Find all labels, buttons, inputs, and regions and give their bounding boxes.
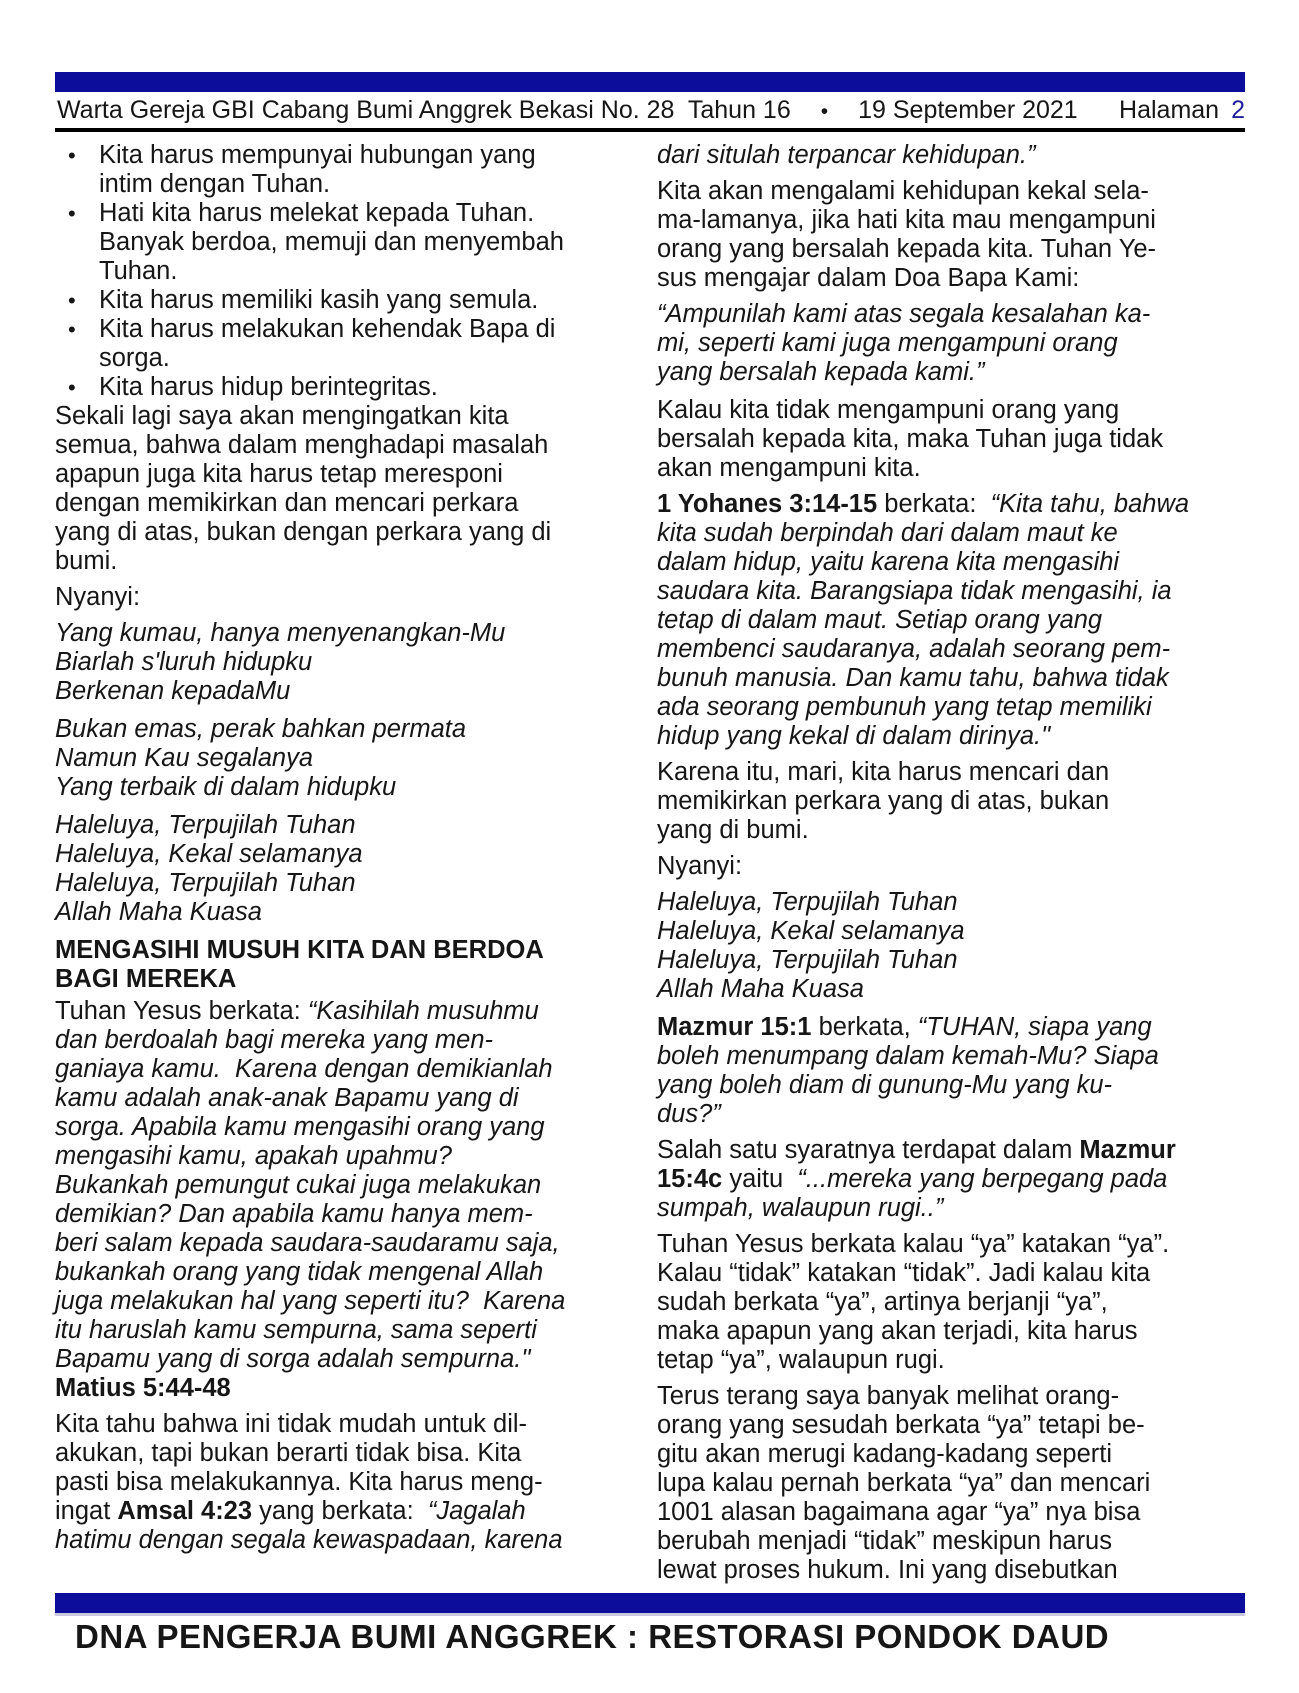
text-run: ma-lamanya, jika hati kita mau mengampuni xyxy=(657,206,1156,234)
left-column xyxy=(55,141,643,1592)
bullet-item xyxy=(55,199,643,286)
text-run: Banyak berdoa, memuji dan menyembah xyxy=(99,228,564,256)
text-line xyxy=(657,1165,1245,1194)
text-run: Mazmur 15:1 xyxy=(657,1013,812,1041)
text-run: Allah Maha Kuasa xyxy=(55,898,262,926)
text-line xyxy=(55,1410,643,1439)
footer-banner: DNA PENGERJA BUMI ANGGREK : RESTORASI PONDOK DAUD xyxy=(75,1618,1110,1655)
bullet-text xyxy=(99,286,643,315)
text-line xyxy=(657,852,1245,881)
text-run: Bukan emas, perak bahkan permata xyxy=(55,715,467,743)
text-run: Sekali lagi saya akan mengingatkan kita xyxy=(55,402,509,430)
text-line xyxy=(657,1288,1245,1317)
text-run: Kalau “tidak” katakan “tidak”. Jadi kalau kita xyxy=(657,1259,1151,1287)
text-run: beri salam kepada saudara-saudaramu saja, xyxy=(55,1229,560,1257)
text-run: memikirkan perkara yang di atas, bukan xyxy=(657,787,1110,815)
page-header xyxy=(57,96,1245,125)
text-line xyxy=(657,264,1245,293)
text-line xyxy=(657,1100,1245,1129)
bullet-icon: • xyxy=(68,201,76,226)
bullet-icon: • xyxy=(68,143,76,168)
text-run: Namun Kau segalanya xyxy=(55,744,314,772)
text-run: juga melakukan hal yang seperti itu? Karena xyxy=(55,1287,566,1315)
text-line xyxy=(657,519,1245,548)
text-line xyxy=(657,635,1245,664)
text-line xyxy=(55,898,643,927)
bullet-icon: • xyxy=(68,288,76,313)
text-line xyxy=(657,888,1245,917)
text-line xyxy=(55,936,643,965)
text-run: apapun juga kita harus tetap meresponi xyxy=(55,460,503,488)
text-run: sorga. Apabila kamu mengasihi orang yang xyxy=(55,1113,545,1141)
text-line xyxy=(657,1469,1245,1498)
text-line xyxy=(99,344,643,373)
text-run: dan berdoalah bagi mereka yang men- xyxy=(55,1026,494,1054)
right-column xyxy=(657,141,1245,1592)
text-line xyxy=(55,518,643,547)
text-line xyxy=(657,722,1245,751)
text-line xyxy=(55,869,643,898)
text-run: Kalau kita tidak mengampuni orang yang xyxy=(657,396,1120,424)
text-run: bunuh manusia. Dan kamu tahu, bahwa tidak xyxy=(657,664,1169,692)
text-run: hidup yang kekal di dalam dirinya." xyxy=(657,722,1051,750)
text-line xyxy=(657,1230,1245,1259)
text-run: Haleluya, Terpujilah Tuhan xyxy=(55,869,356,897)
text-line xyxy=(657,329,1245,358)
text-line xyxy=(55,1287,643,1316)
text-line xyxy=(55,619,643,648)
text-line xyxy=(99,199,643,228)
text-line xyxy=(55,489,643,518)
text-line xyxy=(55,1084,643,1113)
text-run: Haleluya, Terpujilah Tuhan xyxy=(55,811,356,839)
bullet-icon: • xyxy=(68,317,76,342)
text-run: berkata, xyxy=(811,1013,918,1041)
newsletter-title: Warta Gereja GBI Cabang Bumi Anggrek Bekasi No. 28 Tahun 16 xyxy=(57,96,791,124)
text-run: Mazmur xyxy=(1079,1136,1176,1164)
text-run: ada seorang pembunuh yang tetap memiliki xyxy=(657,693,1152,721)
text-line xyxy=(55,811,643,840)
text-line xyxy=(657,1556,1245,1585)
text-run: ingat xyxy=(55,1497,118,1525)
text-run: kamu adalah anak-anak Bapamu yang di xyxy=(55,1084,519,1112)
text-line xyxy=(657,358,1245,387)
page-number: 2 xyxy=(1231,96,1245,124)
text-line xyxy=(657,758,1245,787)
text-run: gitu akan merugi kadang-kadang seperti xyxy=(657,1440,1113,1468)
text-line xyxy=(657,1013,1245,1042)
text-line xyxy=(55,840,643,869)
text-line xyxy=(657,1071,1245,1100)
text-line xyxy=(657,300,1245,329)
paragraph xyxy=(55,583,643,612)
paragraph xyxy=(657,177,1245,293)
text-line xyxy=(99,315,643,344)
text-run: yang bersalah kepada kami.” xyxy=(657,358,985,386)
song-verse xyxy=(55,715,643,802)
text-line xyxy=(657,1382,1245,1411)
text-run: Karena itu, mari, kita harus mencari dan xyxy=(657,758,1110,786)
text-line xyxy=(99,141,643,170)
text-run: “TUHAN, siapa yang xyxy=(917,1013,1152,1041)
text-run: tetap di dalam maut. Setiap orang yang xyxy=(657,606,1103,634)
text-line xyxy=(657,917,1245,946)
text-line xyxy=(55,1200,643,1229)
text-line xyxy=(55,1374,643,1403)
paragraph xyxy=(657,396,1245,483)
text-run: orang yang bersalah kepada kita. Tuhan Ye- xyxy=(657,235,1157,263)
text-line xyxy=(55,965,643,994)
paragraph xyxy=(657,1230,1245,1375)
text-line xyxy=(657,1527,1245,1556)
text-run: bukankah orang yang tidak mengenal Allah xyxy=(55,1258,544,1286)
text-run: Kita harus hidup berintegritas. xyxy=(99,373,438,401)
text-line xyxy=(657,975,1245,1004)
text-line xyxy=(657,235,1245,264)
bullet-icon: • xyxy=(68,375,76,400)
text-line xyxy=(55,1113,643,1142)
paragraph xyxy=(55,1410,643,1555)
text-run: Kita tahu bahwa ini tidak mudah untuk dil- xyxy=(55,1410,528,1438)
text-line xyxy=(99,286,643,315)
header-rule xyxy=(55,128,1245,132)
text-line xyxy=(55,460,643,489)
text-line xyxy=(657,141,1245,170)
text-run: 1001 alasan bagaimana agar “ya” nya bisa xyxy=(657,1498,1141,1526)
text-run: lupa kalau pernah berkata “ya” dan mencari xyxy=(657,1469,1151,1497)
text-run: kita sudah berpindah dari dalam maut ke xyxy=(657,519,1118,547)
text-line xyxy=(99,373,643,402)
text-run: ganiaya kamu. Karena dengan demikianlah xyxy=(55,1055,553,1083)
text-run: Nyanyi: xyxy=(657,852,743,880)
song-verse xyxy=(55,811,643,927)
text-run: boleh menumpang dalam kemah-Mu? Siapa xyxy=(657,1042,1159,1070)
text-run: “...mereka yang berpegang pada xyxy=(797,1165,1168,1193)
article-body xyxy=(55,141,1245,1592)
text-run: dengan memikirkan dan mencari perkara xyxy=(55,489,519,517)
text-line xyxy=(657,1317,1245,1346)
text-run: hatimu dengan segala kewaspadaan, karena xyxy=(55,1526,563,1554)
text-run: “Kita tahu, bahwa xyxy=(990,490,1190,518)
text-line xyxy=(657,1498,1245,1527)
text-run: saudara kita. Barangsiapa tidak mengasihi, ia xyxy=(657,577,1172,605)
text-run: yang di bumi. xyxy=(657,816,809,844)
text-line xyxy=(55,1142,643,1171)
text-run: Tuhan. xyxy=(99,257,178,285)
text-line xyxy=(55,773,643,802)
text-run: maka apapun yang akan terjadi, kita harus xyxy=(657,1317,1138,1345)
text-run: Tuhan Yesus berkata kalau “ya” katakan “ya”. xyxy=(657,1230,1170,1258)
paragraph xyxy=(55,402,643,576)
text-line xyxy=(657,577,1245,606)
top-blue-bar xyxy=(55,72,1245,92)
text-run: akukan, tapi bukan berarti tidak bisa. Kita xyxy=(55,1439,522,1467)
text-line xyxy=(657,1136,1245,1165)
text-run: membenci saudaranya, adalah seorang pem- xyxy=(657,635,1171,663)
text-run: itu haruslah kamu sempurna, sama seperti xyxy=(55,1316,537,1344)
text-run: Matius 5:44-48 xyxy=(55,1374,231,1402)
text-line xyxy=(657,664,1245,693)
bullet-item xyxy=(55,315,643,373)
text-run: Haleluya, Kekal selamanya xyxy=(657,917,965,945)
text-line xyxy=(657,1440,1245,1469)
song-verse xyxy=(657,300,1245,387)
text-run: Bukankah pemungut cukai juga melakukan xyxy=(55,1171,542,1199)
text-line xyxy=(55,547,643,576)
text-run: Kita harus memiliki kasih yang semula. xyxy=(99,286,539,314)
text-line xyxy=(55,1526,643,1555)
text-line xyxy=(657,816,1245,845)
text-run: Haleluya, Kekal selamanya xyxy=(55,840,363,868)
text-line xyxy=(55,744,643,773)
text-line xyxy=(55,1055,643,1084)
text-run: yaitu xyxy=(722,1165,798,1193)
text-run: sumpah, walaupun rugi..” xyxy=(657,1194,944,1222)
text-run: Kita akan mengalami kehidupan kekal sela- xyxy=(657,177,1149,205)
text-line xyxy=(55,1345,643,1374)
text-run: yang boleh diam di gunung-Mu yang ku- xyxy=(657,1071,1113,1099)
text-line xyxy=(657,490,1245,519)
text-run: Nyanyi: xyxy=(55,583,141,611)
text-run: bersalah kepada kita, maka Tuhan juga tidak xyxy=(657,425,1164,453)
text-run: dus?” xyxy=(657,1100,721,1128)
text-run: dalam hidup, yaitu karena kita mengasihi xyxy=(657,548,1120,576)
text-run: Haleluya, Terpujilah Tuhan xyxy=(657,946,958,974)
text-run: bumi. xyxy=(55,547,118,575)
text-run: 15:4c xyxy=(657,1165,723,1193)
text-run: BAGI MEREKA xyxy=(55,965,237,993)
paragraph xyxy=(55,997,643,1403)
paragraph xyxy=(657,1013,1245,1129)
bullet-item xyxy=(55,286,643,315)
text-line xyxy=(657,177,1245,206)
text-line xyxy=(657,1346,1245,1375)
text-run: sudah berkata “ya”, artinya berjanji “ya”, xyxy=(657,1288,1108,1316)
bullet-text xyxy=(99,141,643,199)
text-line xyxy=(55,677,643,706)
text-run: sus mengajar dalam Doa Bapa Kami: xyxy=(657,264,1080,292)
text-line xyxy=(55,1171,643,1200)
paragraph xyxy=(657,490,1245,751)
text-line xyxy=(55,1468,643,1497)
text-line xyxy=(55,1497,643,1526)
text-run: berubah menjadi “tidak” meskipun harus xyxy=(657,1527,1112,1555)
section-heading xyxy=(55,936,643,994)
bullet-item xyxy=(55,373,643,402)
text-run: Amsal 4:23 xyxy=(117,1497,253,1525)
text-line xyxy=(657,396,1245,425)
text-line xyxy=(99,170,643,199)
text-run: Berkenan kepadaMu xyxy=(55,677,291,705)
text-line xyxy=(55,715,643,744)
text-run: Tuhan Yesus berkata: xyxy=(55,997,308,1025)
text-run: MENGASIHI MUSUH KITA DAN BERDOA xyxy=(55,936,544,964)
text-run: Bapamu yang di sorga adalah sempurna." xyxy=(55,1345,531,1373)
text-run: tetap “ya”, walaupun rugi. xyxy=(657,1346,945,1374)
text-run: demikian? Dan apabila kamu hanya mem- xyxy=(55,1200,533,1228)
text-line xyxy=(657,1411,1245,1440)
text-run: yang di atas, bukan dengan perkara yang di xyxy=(55,518,552,546)
text-line xyxy=(55,402,643,431)
text-run: intim dengan Tuhan. xyxy=(99,170,331,198)
bullet-text xyxy=(99,315,643,373)
text-line xyxy=(55,1258,643,1287)
page-label: Halaman xyxy=(1119,96,1220,124)
text-run: berkata: xyxy=(877,490,991,518)
paragraph xyxy=(657,1136,1245,1223)
text-run: mi, seperti kami juga mengampuni orang xyxy=(657,329,1118,357)
paragraph xyxy=(657,758,1245,845)
text-run: dari situlah terpancar kehidupan.” xyxy=(657,141,1036,169)
text-line xyxy=(657,454,1245,483)
text-line xyxy=(657,1194,1245,1223)
text-run: Salah satu syaratnya terdapat dalam xyxy=(657,1136,1080,1164)
song-verse xyxy=(657,888,1245,1004)
text-run: Haleluya, Terpujilah Tuhan xyxy=(657,888,958,916)
text-line xyxy=(99,257,643,286)
text-run: akan mengampuni kita. xyxy=(657,454,921,482)
text-run: “Ampunilah kami atas segala kesalahan ka- xyxy=(657,300,1151,328)
bullet-text xyxy=(99,199,643,286)
text-line xyxy=(55,997,643,1026)
text-run: Kita harus melakukan kehendak Bapa di xyxy=(99,315,556,343)
text-line xyxy=(55,1026,643,1055)
text-run: semua, bahwa dalam menghadapi masalah xyxy=(55,431,549,459)
text-line xyxy=(657,1259,1245,1288)
bullet-item xyxy=(55,141,643,199)
text-line xyxy=(55,1316,643,1345)
text-line xyxy=(657,606,1245,635)
text-line xyxy=(657,425,1245,454)
text-run: Hati kita harus melekat kepada Tuhan. xyxy=(99,199,535,227)
bullet-text xyxy=(99,373,643,402)
text-run: yang berkata: xyxy=(252,1497,428,1525)
song-verse xyxy=(55,619,643,706)
text-line xyxy=(657,548,1245,577)
text-line xyxy=(657,693,1245,722)
text-run: “Kasihilah musuhmu xyxy=(307,997,539,1025)
text-run: Yang terbaik di dalam hidupku xyxy=(55,773,397,801)
text-run: Allah Maha Kuasa xyxy=(657,975,864,1003)
issue-date: 19 September 2021 xyxy=(858,96,1078,124)
text-run: Kita harus mempunyai hubungan yang xyxy=(99,141,536,169)
text-line xyxy=(55,1439,643,1468)
text-run: sorga. xyxy=(99,344,170,372)
text-run: pasti bisa melakukannya. Kita harus meng- xyxy=(55,1468,543,1496)
text-line xyxy=(657,787,1245,816)
text-run: Biarlah s'luruh hidupku xyxy=(55,648,313,676)
text-line xyxy=(99,228,643,257)
text-line xyxy=(55,583,643,612)
text-run: Terus terang saya banyak melihat orang- xyxy=(657,1382,1120,1410)
text-line xyxy=(55,1229,643,1258)
text-line xyxy=(55,431,643,460)
text-line xyxy=(657,946,1245,975)
separator-dot-icon: • xyxy=(820,100,829,123)
text-line xyxy=(657,206,1245,235)
paragraph xyxy=(657,852,1245,881)
text-run: lewat proses hukum. Ini yang disebutkan xyxy=(657,1556,1118,1584)
paragraph xyxy=(657,141,1245,170)
text-run: 1 Yohanes 3:14-15 xyxy=(657,490,878,518)
paragraph xyxy=(657,1382,1245,1585)
text-line xyxy=(657,1042,1245,1071)
text-line xyxy=(55,648,643,677)
text-run: “Jagalah xyxy=(427,1497,526,1525)
text-run: mengasihi kamu, apakah upahmu? xyxy=(55,1142,452,1170)
text-run: Yang kumau, hanya menyenangkan-Mu xyxy=(55,619,506,647)
bottom-blue-bar xyxy=(55,1593,1245,1616)
text-run: orang yang sesudah berkata “ya” tetapi be- xyxy=(657,1411,1145,1439)
